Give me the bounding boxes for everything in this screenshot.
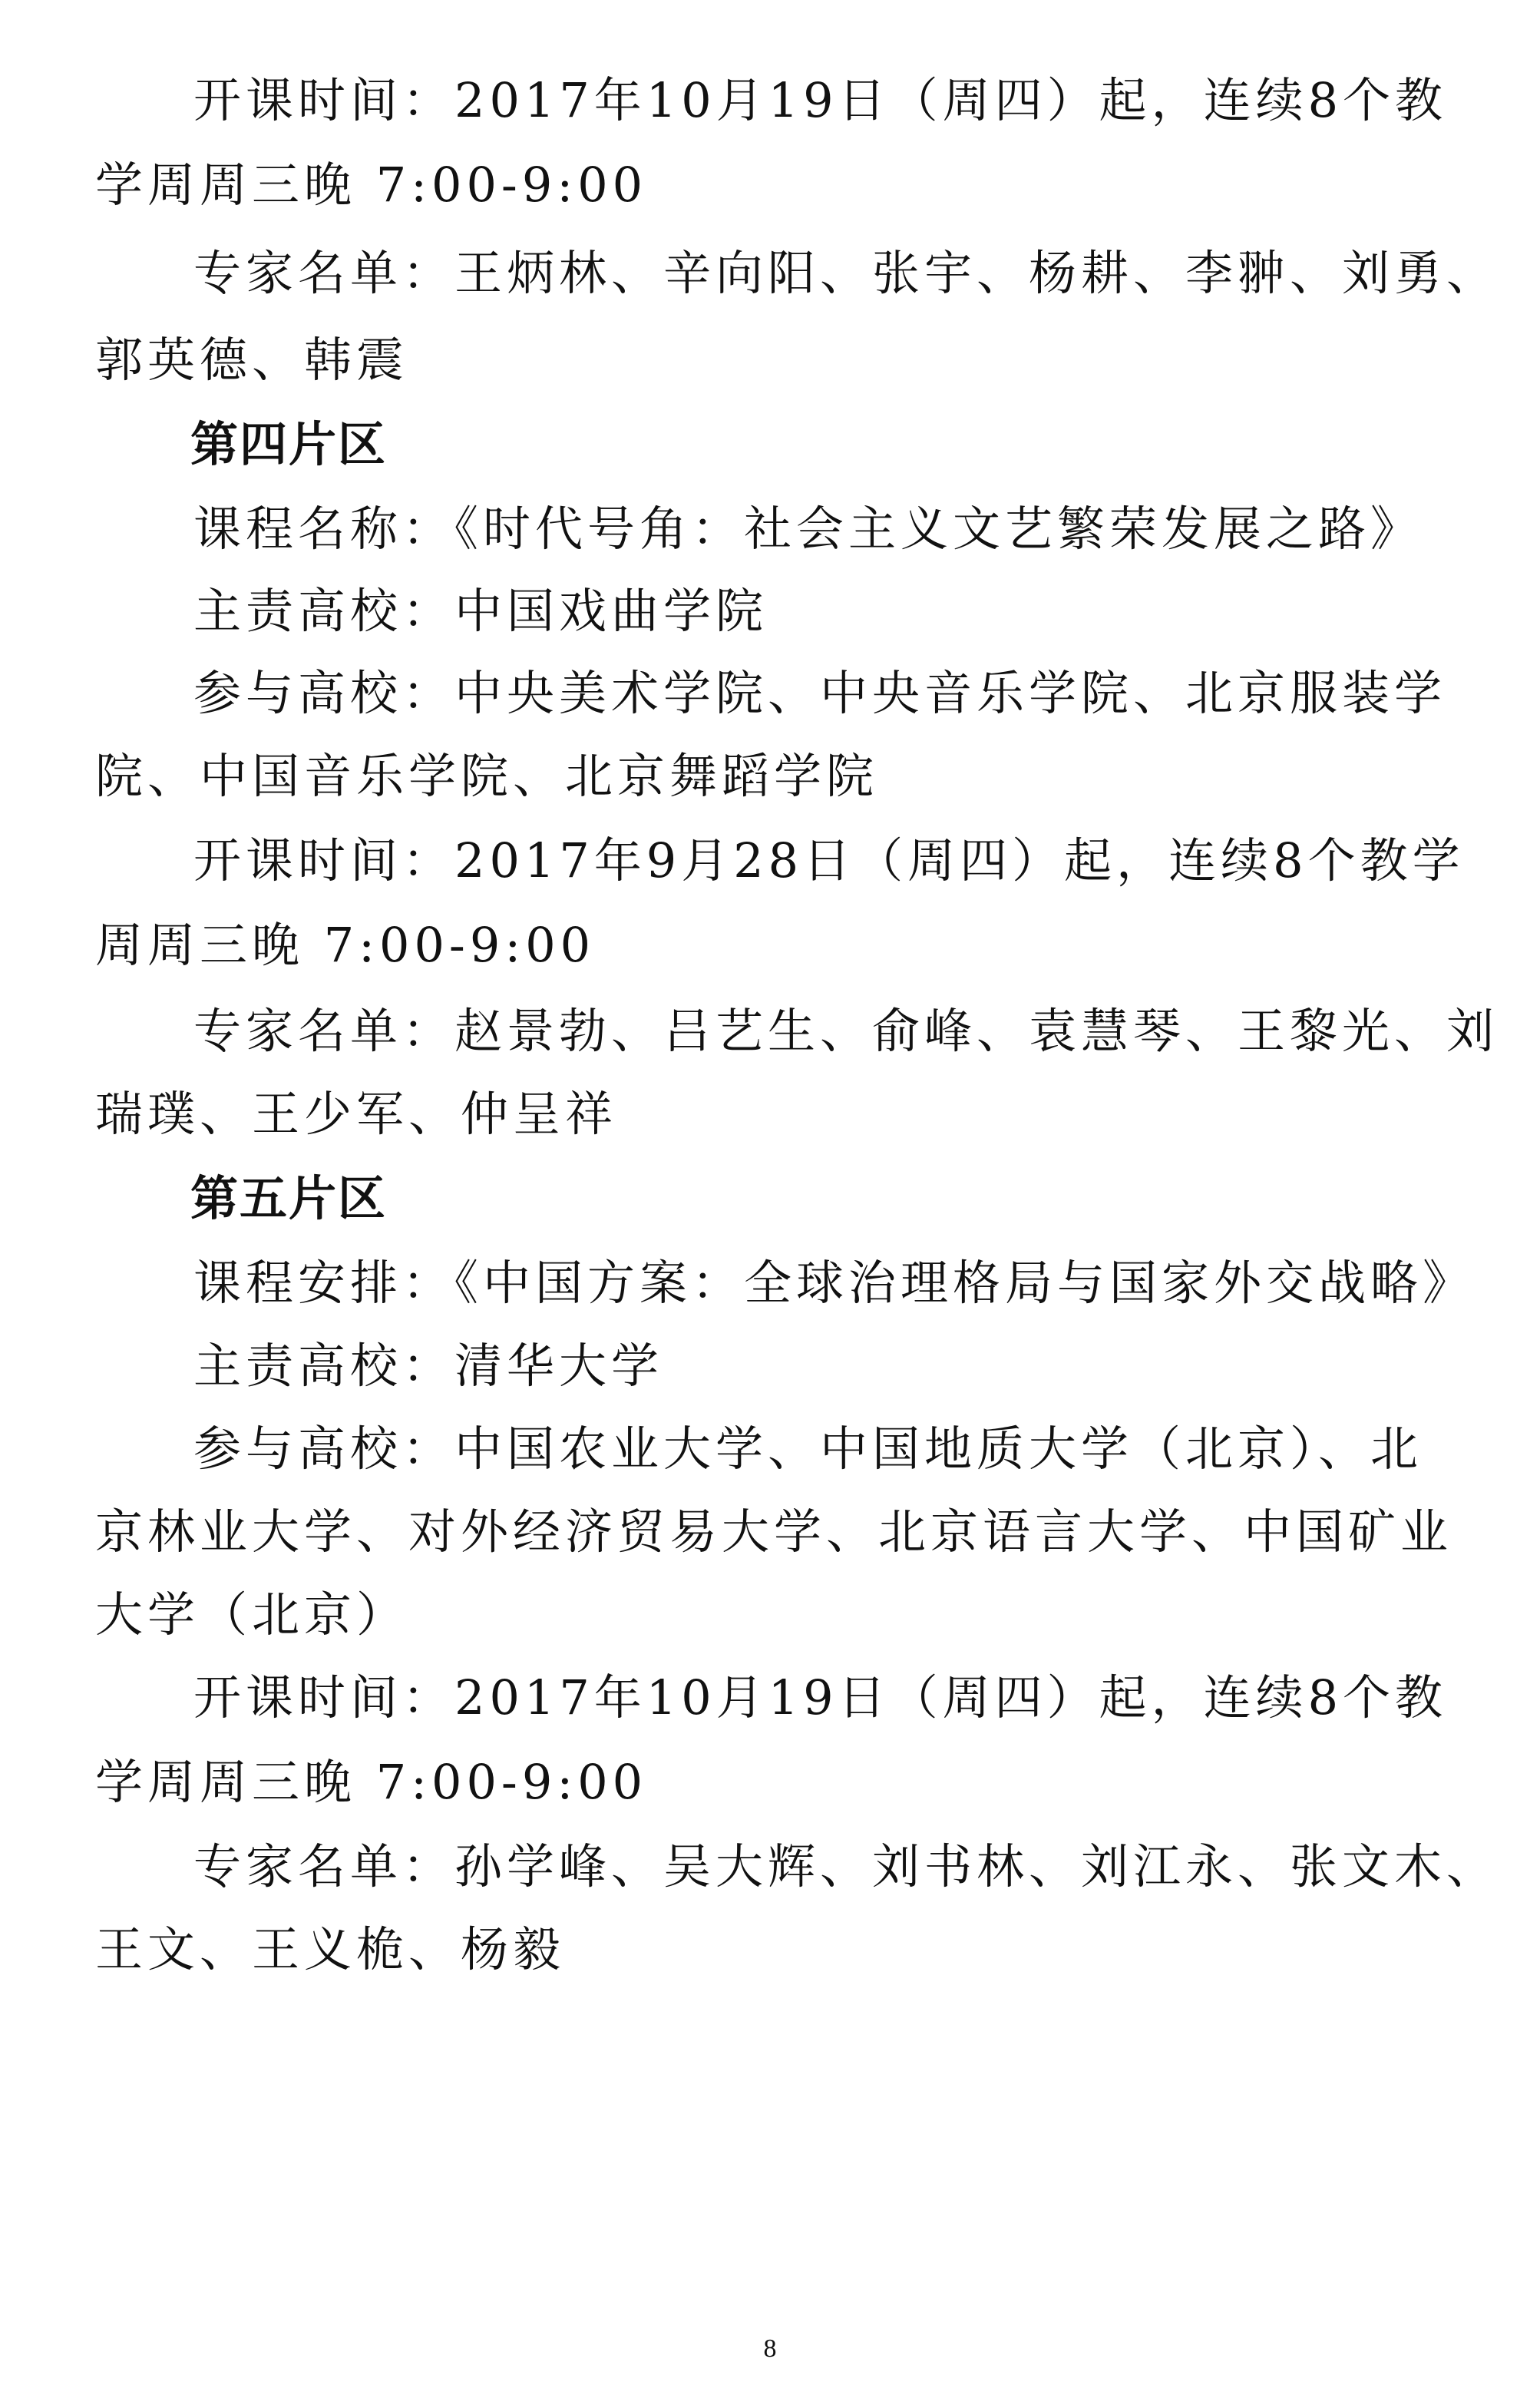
participating-universities-line-cont: 院、中国音乐学院、北京舞蹈学院 [95,748,879,804]
expert-list-line-cont: 王文、王义桅、杨毅 [95,1921,566,1977]
schedule-time-line-cont: 周周三晚 7:00-9:00 [95,917,596,973]
lead-university-line: 主责高校：中国戏曲学院 [193,583,768,639]
participating-universities-line-cont: 京林业大学、对外经济贸易大学、北京语言大学、中国矿业 [95,1504,1453,1560]
section-heading-district-5: 第五片区 [190,1170,388,1226]
schedule-time-line: 开课时间：2017年10月19日（周四）起，连续8个教 [193,1669,1448,1725]
expert-list-line: 专家名单：王炳林、辛向阳、张宇、杨耕、李翀、刘勇、 [193,245,1499,301]
participating-universities-line: 参与高校：中央美术学院、中央音乐学院、北京服装学 [193,665,1447,721]
expert-list-line-cont: 郭英德、韩震 [95,332,409,388]
course-arrangement-line: 课程安排：《中国方案：全球治理格局与国家外交战略》 [193,1255,1476,1311]
course-name-line: 课程名称：《时代号角：社会主义文艺繁荣发展之路》 [193,501,1423,557]
section-heading-district-4: 第四片区 [190,416,388,472]
expert-list-line: 专家名单：赵景勃、吕艺生、俞峰、袁慧琴、王黎光、刘 [193,1003,1499,1059]
participating-universities-line: 参与高校：中国农业大学、中国地质大学（北京）、北 [193,1421,1423,1477]
expert-list-line: 专家名单：孙学峰、吴大辉、刘书林、刘江永、张文木、 [193,1838,1499,1894]
schedule-time-line-cont: 学周周三晚 7:00-9:00 [95,157,648,213]
schedule-time-line-cont: 学周周三晚 7:00-9:00 [95,1754,648,1810]
schedule-time-line: 开课时间：2017年9月28日（周四）起，连续8个教学 [193,832,1465,888]
expert-list-line-cont: 瑞璞、王少军、仲呈祥 [95,1086,618,1142]
lead-university-line: 主责高校：清华大学 [193,1338,664,1394]
schedule-time-line: 开课时间：2017年10月19日（周四）起，连续8个教 [193,72,1448,128]
participating-universities-line-cont: 大学（北京） [95,1586,409,1643]
page-number: 8 [763,2334,777,2363]
